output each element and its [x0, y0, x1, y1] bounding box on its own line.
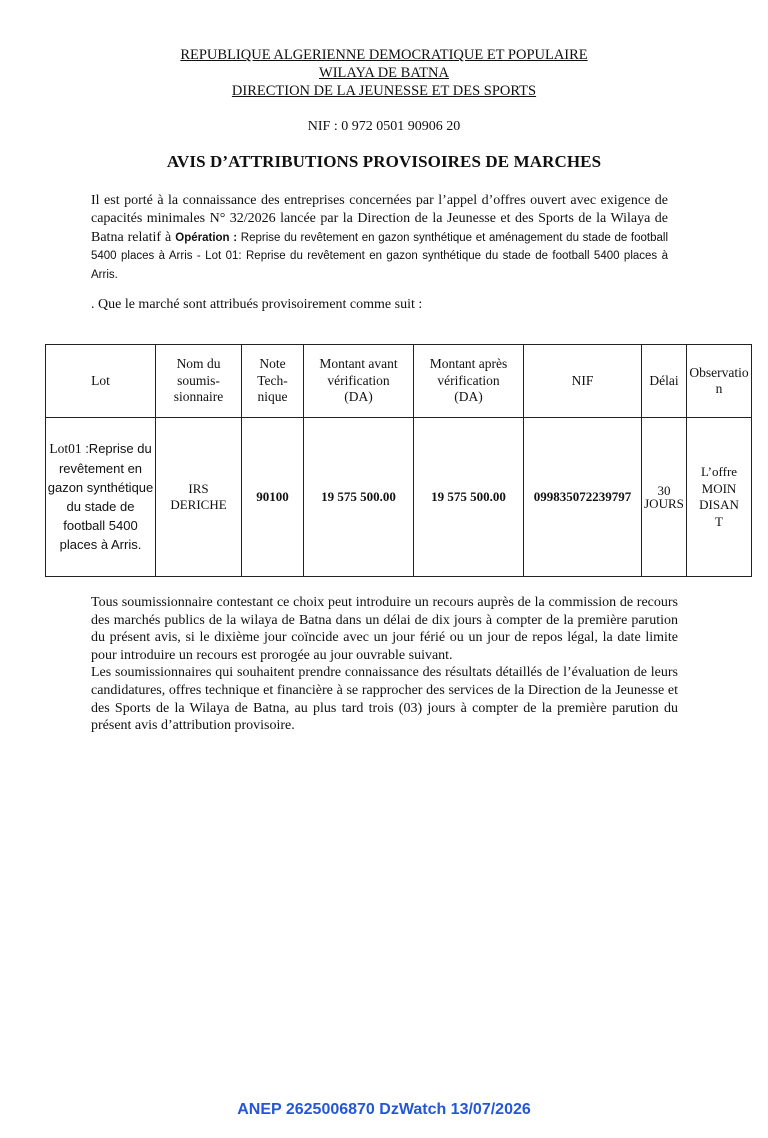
document-header	[0, 46, 768, 100]
col-header-nom: Nom du soumis- sionnaire	[156, 345, 242, 418]
operation-label: Opération :	[175, 231, 238, 244]
table-row	[46, 418, 752, 577]
cell-delai: 30 JOURS	[642, 418, 687, 577]
attribution-table	[45, 344, 752, 577]
lead-sentence: . Que le marché sont attribués provisoirement comme suit :	[91, 297, 423, 312]
recours-paragraph: Tous soumissionnaire contestant ce choix peut introduire un recours auprès de la commission de recours des marchés publics de la wilaya de Batna dans un délai de dix jours à compter de la première parution du présent avis, si le dixième jour coïncide avec un jour férié ou un jour de repos légal, la date limite pour introduire un recours est prorogée au jour ouvrable suivant.	[91, 595, 678, 663]
col-header-lot: Lot	[46, 345, 156, 418]
cell-note: 90100	[242, 418, 304, 577]
col-header-nif: NIF	[524, 345, 642, 418]
nif-line: NIF : 0 972 0501 90906 20	[307, 119, 461, 134]
table-header-row	[46, 345, 752, 418]
header-wilaya: WILAYA DE BATNA	[319, 65, 449, 81]
cell-montant-avant: 19 575 500.00	[304, 418, 414, 577]
col-header-delai: Délai	[642, 345, 687, 418]
col-header-note: Note Tech- nique	[242, 345, 304, 418]
header-direction: DIRECTION DE LA JEUNESSE ET DES SPORTS	[231, 83, 537, 99]
col-header-observation: Observatio n	[687, 345, 752, 418]
cell-nif: 099835072239797	[524, 418, 642, 577]
cell-montant-apres: 19 575 500.00	[414, 418, 524, 577]
operation-text: Reprise du revêtement en gazon synthétique et aménagement du stade de football 5400 places à Arris - Lot 01: Reprise du revêtement en gazon synthétique du stade de football 5400 places à Arris.	[91, 231, 669, 281]
intro-text: Il est porté à la connaissance des entreprises concernées par l’appel d’offres ouvert avec exigence de capacités minimales N° 32/2026 lancée par la Direction de la Jeunesse et des Sports de la Wilaya de Batna relatif à	[91, 193, 668, 245]
page-title: AVIS D’ATTRIBUTIONS PROVISOIRES DE MARCHES	[166, 152, 602, 171]
closing-paragraphs	[91, 594, 678, 735]
col-header-montant-avant: Montant avant vérification (DA)	[304, 345, 414, 418]
footer-reference: ANEP 2625006870 DzWatch 13/07/2026	[237, 1101, 531, 1118]
intro-paragraph	[91, 192, 668, 284]
col-header-montant-apres: Montant après vérification (DA)	[414, 345, 524, 418]
consultation-paragraph: Les soumissionnaires qui souhaitent prendre connaissance des résultats détaillés de l’évaluation de leurs candidatures, offres technique et financière à se rapprocher des services de la Direction de la Jeunesse et des Sports de la Wilaya de Batna, au plus tard trois (03) jours à compter de la première parution du présent avis d’attribution provisoire.	[91, 665, 678, 734]
cell-lot: Lot01 :Reprise du revêtement en gazon synthétique du stade de football 5400 places à Arris.	[46, 418, 156, 577]
header-republic: REPUBLIQUE ALGERIENNE DEMOCRATIQUE ET POPULAIRE	[180, 47, 588, 63]
cell-soumissionnaire: IRS DERICHE	[156, 418, 242, 577]
operation-block	[91, 232, 668, 281]
cell-observation: L’offre MOIN DISAN T	[687, 418, 752, 577]
